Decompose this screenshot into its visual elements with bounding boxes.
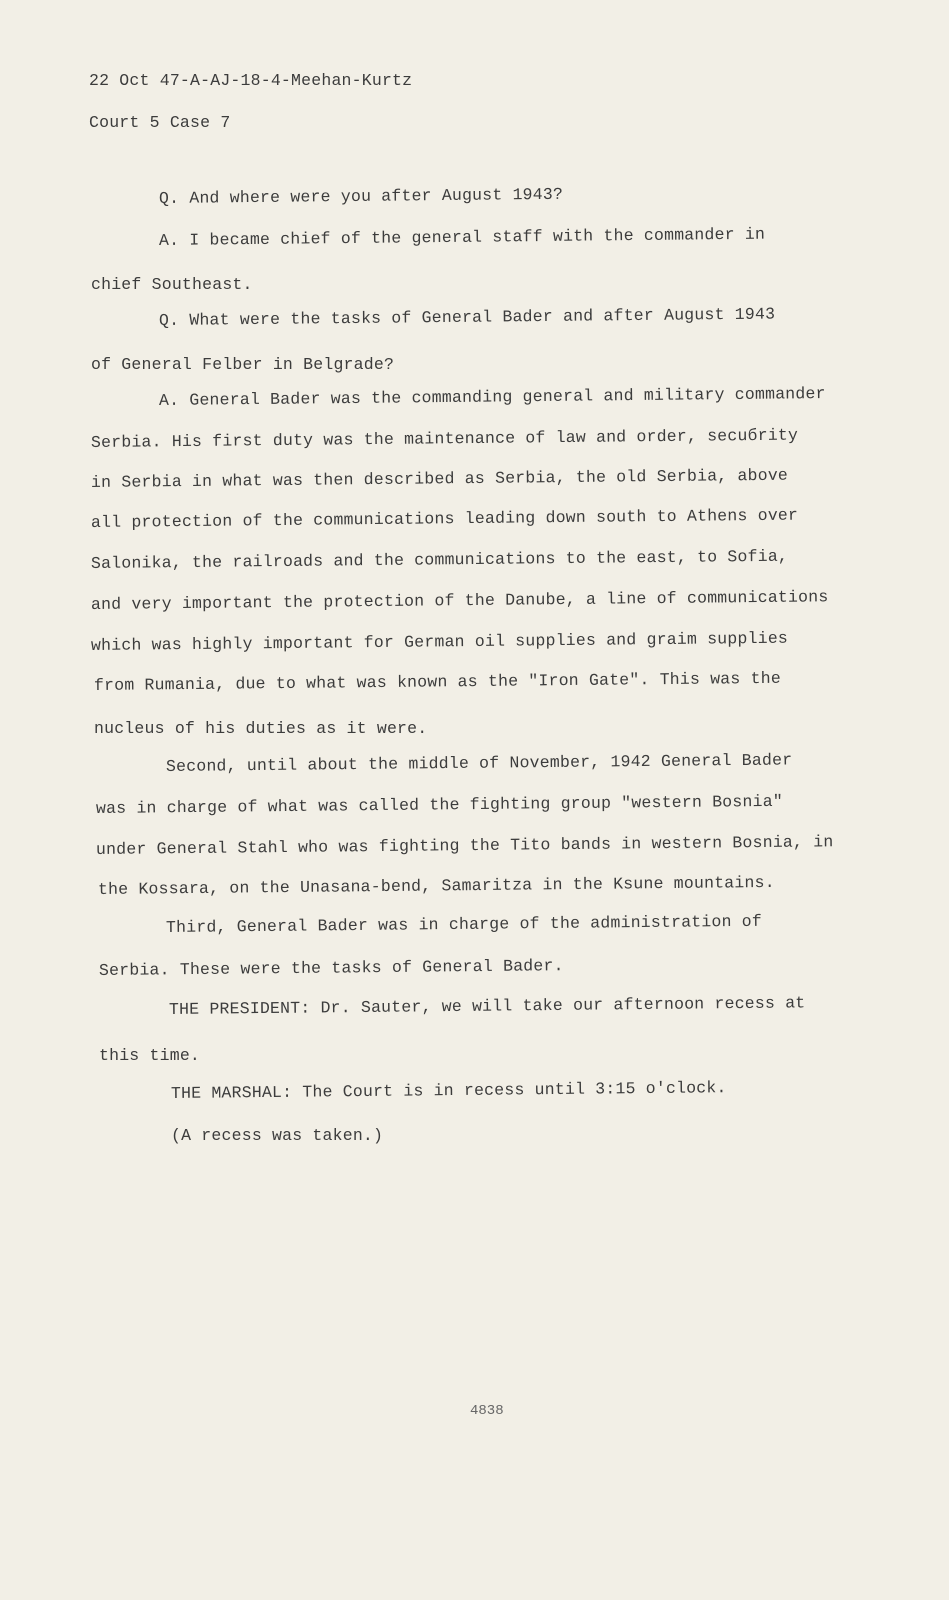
body-line-a2-8: from Rumania, due to what was known as the "Iron Gate". This was the (93, 668, 781, 695)
body-line-a2-2: Serbia. His first duty was the maintenance of law and order, secuбrity (90, 425, 799, 452)
body-line-recess: (A recess was taken.) (171, 1126, 384, 1145)
body-line-a2-3: in Serbia in what was then described as Serbia, the old Serbia, above (90, 465, 789, 492)
body-line-third-2: Serbia. These were the tasks of General Bader. (98, 956, 564, 980)
body-line-second-4: the Kossara, on the Unasana-bend, Samaritza in the Ksune mountains. (97, 872, 775, 899)
header-line-1: 22 Oct 47-A-AJ-18-4-Meehan-Kurtz (89, 71, 413, 90)
body-line-a2-6: and very important the protection of the Danube, a line of communications (90, 587, 829, 614)
body-line-marshal: THE MARSHAL: The Court is in recess until 3:15 o'clock. (170, 1078, 727, 1103)
body-line-a2-4: all protection of the communications leading down south to Athens over (90, 505, 799, 532)
body-line-president-2: this time. (99, 1046, 201, 1065)
body-line-second-2: was in charge of what was called the fighting group "western Bosnia" (95, 791, 783, 818)
body-line-q1: Q. And where were you after August 1943? (158, 184, 564, 208)
header-line-2: Court 5 Case 7 (89, 113, 231, 132)
body-line-second-3: under General Stahl who was fighting the Tito bands in western Bosnia, in (95, 832, 834, 859)
body-line-a1-cont: chief Southeast. (91, 275, 253, 294)
body-line-q2: Q. What were the tasks of General Bader and after August 1943 (158, 304, 776, 330)
body-line-a2-5: Salonika, the railroads and the communications to the east, to Sofia, (90, 546, 789, 573)
body-line-a2-9: nucleus of his duties as it were. (94, 719, 428, 738)
body-line-third: Third, General Bader was in charge of the administration of (165, 911, 763, 937)
body-line-q2-cont: of General Felber in Belgrade? (91, 355, 395, 374)
page-number: 4838 (470, 1403, 504, 1419)
body-line-a2-7: which was highly important for German oil supplies and graim supplies (90, 628, 789, 655)
body-line-a2: A. General Bader was the commanding general and military commander (158, 384, 826, 410)
body-line-a1: A. I became chief of the general staff with the commander in (158, 224, 766, 250)
body-line-president: THE PRESIDENT: Dr. Sauter, we will take our afternoon recess at (168, 993, 806, 1019)
body-line-second: Second, until about the middle of November, 1942 General Bader (165, 750, 793, 776)
